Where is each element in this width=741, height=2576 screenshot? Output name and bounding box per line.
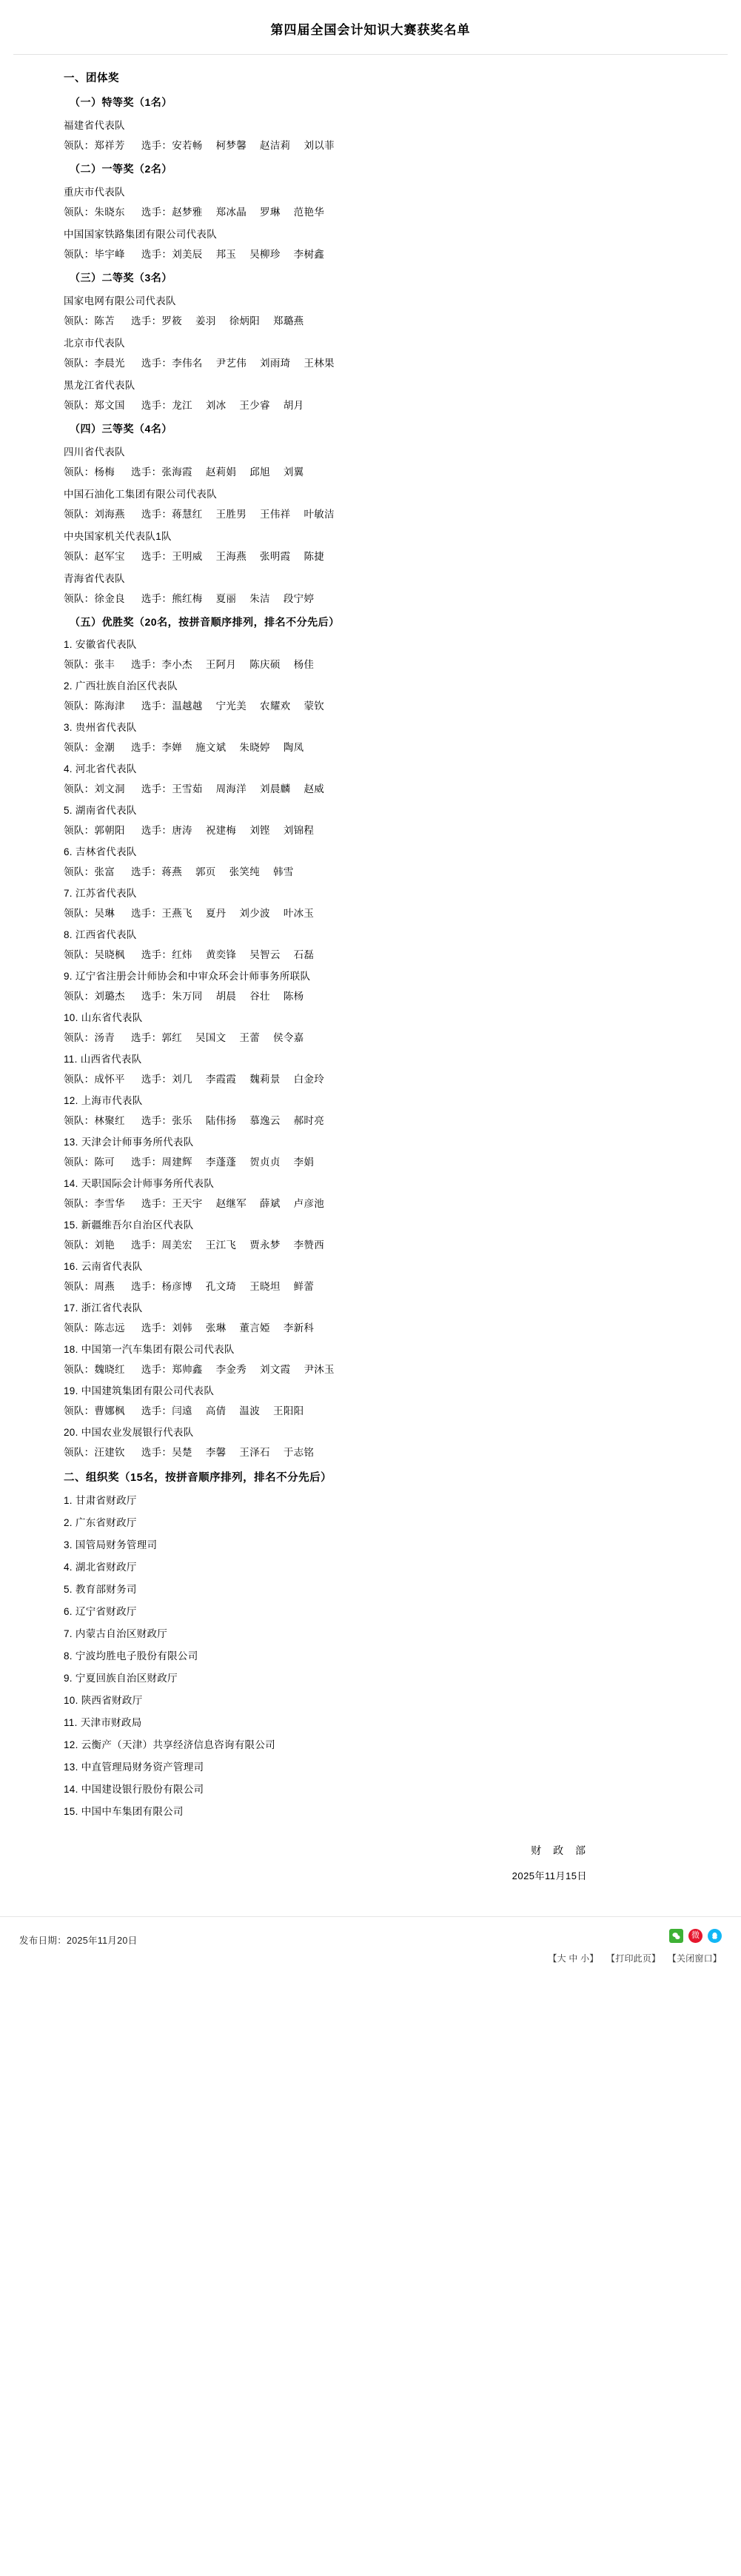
member: 郑璐燕 — [273, 315, 304, 327]
team-name: 黑龙江省代表队 — [64, 380, 135, 391]
team-members — [64, 1278, 677, 1293]
team-leader: 领队：林聚红 — [64, 1115, 125, 1126]
member: 选手：唐涛 — [141, 825, 192, 836]
member: 邱旭 — [249, 466, 270, 478]
list-item: 11. 天津市财政局 — [64, 1717, 142, 1728]
member: 施文斌 — [195, 742, 227, 753]
member: 选手：杨彦博 — [131, 1281, 192, 1292]
group-heading-1-2: （二）一等奖（2名） — [70, 163, 172, 175]
team-leader: 领队：陈可 — [64, 1157, 115, 1168]
member: 选手：龙江 — [141, 400, 192, 411]
member: 胡月 — [283, 400, 304, 411]
team-members — [64, 355, 677, 369]
member: 选手：李小杰 — [131, 659, 192, 670]
list-item: 4. 湖北省财政厅 — [64, 1562, 137, 1573]
member: 段宁婷 — [283, 593, 315, 604]
team-leader: 领队：赵军宝 — [64, 551, 125, 562]
team-members — [64, 137, 677, 152]
team-members — [64, 1444, 677, 1459]
team-name: 10. 山东省代表队 — [64, 1012, 143, 1023]
member: 王伟祥 — [260, 509, 291, 520]
member: 选手：郭红 — [131, 1032, 182, 1043]
team-name: 9. 辽宁省注册会计师协会和中审众环会计师事务所联队 — [64, 971, 311, 982]
team-name: 中国国家铁路集团有限公司代表队 — [64, 229, 217, 240]
group-heading-1-3: （三）二等奖（3名） — [70, 272, 172, 284]
group-heading-1-4: （四）三等奖（4名） — [70, 423, 172, 435]
team-name: 4. 河北省代表队 — [64, 763, 137, 775]
member: 王阿月 — [205, 659, 237, 670]
wechat-share-icon[interactable] — [669, 1929, 683, 1943]
team-leader: 领队：郑文国 — [64, 400, 125, 411]
team-members — [64, 988, 677, 1003]
team-leader: 领队：杨梅 — [64, 466, 115, 478]
member: 鲜蕾 — [293, 1281, 315, 1292]
list-item: 15. 中国中车集团有限公司 — [64, 1806, 184, 1817]
member: 刘以菲 — [304, 140, 335, 151]
member: 吴柳珍 — [249, 249, 281, 260]
member: 温波 — [239, 1405, 261, 1416]
member: 选手：张海霞 — [131, 466, 192, 478]
member: 叶冰玉 — [283, 908, 315, 919]
member: 吴国文 — [195, 1032, 227, 1043]
close-window-button[interactable]: 【关闭窗口】 — [667, 1953, 722, 1964]
member: 韩雪 — [273, 866, 294, 877]
member: 选手：蒋慧红 — [141, 509, 203, 520]
member: 选手：熊红梅 — [141, 593, 203, 604]
team-leader: 领队：吴晓枫 — [64, 949, 125, 960]
group-heading-1-1: （一）特等奖（1名） — [70, 96, 172, 108]
team-leader: 领队：成怀平 — [64, 1074, 125, 1085]
team-leader: 领队：周燕 — [64, 1281, 115, 1292]
team-members — [64, 1154, 677, 1168]
team-name: 12. 上海市代表队 — [64, 1095, 143, 1106]
footer-actions — [543, 1929, 722, 1964]
section-heading-1: 一、团体奖 — [64, 73, 119, 84]
team-members — [64, 739, 677, 754]
team-leader: 领队：刘艳 — [64, 1240, 115, 1251]
team-members — [64, 1195, 677, 1210]
team-name: 18. 中国第一汽车集团有限公司代表队 — [64, 1344, 235, 1355]
team-leader: 领队：郭朝阳 — [64, 825, 125, 836]
team-members — [64, 548, 677, 563]
member: 王泽石 — [239, 1447, 270, 1458]
team-name: 福建省代表队 — [64, 120, 125, 131]
section-heading-2: 二、组织奖（15名，按拼音顺序排列，排名不分先后） — [64, 1472, 332, 1484]
team-name: 17. 浙江省代表队 — [64, 1302, 143, 1314]
member: 李霞霞 — [205, 1074, 237, 1085]
member: 尹沐玉 — [304, 1364, 335, 1375]
team-leader: 领队：刘海燕 — [64, 509, 125, 520]
team-members — [64, 1071, 677, 1085]
member: 选手：周美宏 — [131, 1240, 192, 1251]
team-members — [64, 1237, 677, 1251]
list-item: 10. 陕西省财政厅 — [64, 1695, 143, 1706]
member: 李金秀 — [215, 1364, 247, 1375]
team-name: 15. 新疆维吾尔自治区代表队 — [64, 1220, 194, 1231]
list-item: 14. 中国建设银行股份有限公司 — [64, 1784, 204, 1795]
member: 选手：温越越 — [141, 700, 203, 712]
list-item: 9. 宁夏回族自治区财政厅 — [64, 1673, 178, 1684]
member: 选手：张乐 — [141, 1115, 192, 1126]
team-members — [64, 1361, 677, 1376]
member: 农耀欢 — [260, 700, 291, 712]
member: 郭页 — [195, 866, 216, 877]
issue-date: 2025年11月15日 — [512, 1870, 587, 1881]
member: 选手：李伟名 — [141, 358, 203, 369]
member: 刘晨麟 — [260, 783, 291, 794]
team-leader: 领队：汤青 — [64, 1032, 115, 1043]
member: 刘锦程 — [283, 825, 315, 836]
team-members — [64, 946, 677, 961]
member: 张明霞 — [260, 551, 291, 562]
team-leader: 领队：陈苫 — [64, 315, 115, 327]
member: 王蕾 — [239, 1032, 261, 1043]
member: 孔文琦 — [205, 1281, 237, 1292]
team-name: 11. 山西省代表队 — [64, 1054, 142, 1065]
member: 选手：郑帅鑫 — [141, 1364, 203, 1375]
footer-tools — [543, 1952, 722, 1964]
member: 谷壮 — [249, 991, 270, 1002]
team-members — [64, 312, 677, 327]
team-members — [64, 1319, 677, 1334]
team-name: 14. 天职国际会计师事务所代表队 — [64, 1178, 215, 1189]
member: 选手：刘几 — [141, 1074, 192, 1085]
member: 赵洁莉 — [260, 140, 291, 151]
team-name: 国家电网有限公司代表队 — [64, 295, 176, 307]
team-name: 13. 天津会计师事务所代表队 — [64, 1137, 194, 1148]
team-leader: 领队：张丰 — [64, 659, 115, 670]
member: 刘冰 — [205, 400, 227, 411]
team-name: 重庆市代表队 — [64, 187, 125, 198]
document-body — [0, 55, 741, 1882]
member: 王少睿 — [239, 400, 270, 411]
team-members — [64, 822, 677, 837]
team-name: 7. 江苏省代表队 — [64, 888, 137, 899]
member: 张笑纯 — [229, 866, 261, 877]
page-footer — [0, 1916, 741, 1981]
team-leader: 领队：郑祥芳 — [64, 140, 125, 151]
member: 郝时亮 — [293, 1115, 325, 1126]
signature-block — [64, 1843, 677, 1882]
team-members — [64, 656, 677, 671]
member: 选手：吴楚 — [141, 1447, 192, 1458]
page-title: 第四届全国会计知识大赛获奖名单 — [270, 23, 471, 37]
member: 选手：王天宇 — [141, 1198, 203, 1209]
member: 朱晓婷 — [239, 742, 270, 753]
member: 选手：红炜 — [141, 949, 192, 960]
member: 周海洋 — [215, 783, 247, 794]
list-item: 5. 教育部财务司 — [64, 1584, 137, 1595]
team-name: 16. 云南省代表队 — [64, 1261, 143, 1272]
team-name: 四川省代表队 — [64, 446, 125, 458]
member: 刘少波 — [239, 908, 270, 919]
list-item: 13. 中直管理局财务资产管理司 — [64, 1762, 204, 1773]
list-item: 8. 宁波均胜电子股份有限公司 — [64, 1650, 198, 1662]
member: 选手：闫遠 — [141, 1405, 192, 1416]
member: 宁光美 — [215, 700, 247, 712]
member: 陈庆硕 — [249, 659, 281, 670]
member: 陆伟扬 — [205, 1115, 237, 1126]
member: 侯令嘉 — [273, 1032, 304, 1043]
member: 贺贞贞 — [249, 1157, 281, 1168]
team-leader: 领队：朱晓东 — [64, 207, 125, 218]
member: 王胜男 — [215, 509, 247, 520]
member: 选手：王明威 — [141, 551, 203, 562]
member: 范艳华 — [293, 207, 325, 218]
team-members — [64, 397, 677, 412]
member: 刘铿 — [249, 825, 270, 836]
member: 罗琳 — [260, 207, 281, 218]
member: 赵继军 — [215, 1198, 247, 1209]
team-members — [64, 590, 677, 605]
team-leader: 领队：陈海津 — [64, 700, 125, 712]
team-leader: 领队：曹娜枫 — [64, 1405, 125, 1416]
team-name: 1. 安徽省代表队 — [64, 639, 137, 650]
member: 徐炳阳 — [229, 315, 261, 327]
member: 选手：赵梦雅 — [141, 207, 203, 218]
team-members — [64, 697, 677, 712]
member: 郑冰晶 — [215, 207, 247, 218]
member: 杨佳 — [293, 659, 315, 670]
member: 董言婭 — [239, 1322, 270, 1334]
team-members — [64, 863, 677, 878]
member: 陶凤 — [283, 742, 304, 753]
team-leader: 领队：汪建钦 — [64, 1447, 125, 1458]
member: 刘翼 — [283, 466, 304, 478]
member: 选手：刘美辰 — [141, 249, 203, 260]
member: 蒙钦 — [304, 700, 325, 712]
member: 选手：王雪茹 — [141, 783, 203, 794]
team-leader: 领队：刘璐杰 — [64, 991, 125, 1002]
member: 陈捷 — [304, 551, 325, 562]
team-leader: 领队：毕宇峰 — [64, 249, 125, 260]
member: 王江飞 — [205, 1240, 237, 1251]
member: 选手：周建辉 — [131, 1157, 192, 1168]
member: 李娟 — [293, 1157, 315, 1168]
member: 选手：罗筱 — [131, 315, 182, 327]
share-bar — [669, 1929, 722, 1943]
list-item: 2. 广东省财政厅 — [64, 1517, 137, 1528]
team-members — [64, 1402, 677, 1417]
team-name: 青海省代表队 — [64, 573, 125, 584]
team-members — [64, 780, 677, 795]
member: 赵威 — [304, 783, 325, 794]
team-leader: 领队：魏晓红 — [64, 1364, 125, 1375]
member: 朱洁 — [249, 593, 270, 604]
team-name: 19. 中国建筑集团有限公司代表队 — [64, 1385, 215, 1396]
member: 选手：刘韩 — [141, 1322, 192, 1334]
member: 陈杨 — [283, 991, 304, 1002]
team-leader: 领队：李晨光 — [64, 358, 125, 369]
team-members — [64, 204, 677, 218]
member: 白金玲 — [293, 1074, 325, 1085]
team-leader: 领队：刘文洞 — [64, 783, 125, 794]
team-members — [64, 1029, 677, 1044]
member: 王晓坦 — [249, 1281, 281, 1292]
member: 赵莉娟 — [205, 466, 237, 478]
member: 石磊 — [293, 949, 315, 960]
member: 选手：蒋燕 — [131, 866, 182, 877]
issuing-organization: 财 政 部 — [531, 1844, 590, 1856]
member: 夏丽 — [215, 593, 237, 604]
member: 李蓬蓬 — [205, 1157, 237, 1168]
list-item: 6. 辽宁省财政厅 — [64, 1606, 137, 1617]
member: 夏丹 — [205, 908, 227, 919]
member: 王海燕 — [215, 551, 247, 562]
member: 姜羽 — [195, 315, 216, 327]
qq-share-icon[interactable] — [708, 1929, 722, 1943]
member: 祝建梅 — [205, 825, 237, 836]
member: 叶敏洁 — [304, 509, 335, 520]
team-members — [64, 464, 677, 478]
member: 吴智云 — [249, 949, 281, 960]
team-members — [64, 1112, 677, 1127]
font-size-control[interactable] — [547, 1953, 599, 1964]
member: 李树鑫 — [293, 249, 325, 260]
member: 黄奕锋 — [205, 949, 237, 960]
team-name: 2. 广西壮族自治区代表队 — [64, 680, 178, 692]
member: 于志铭 — [283, 1447, 315, 1458]
member: 胡晨 — [215, 991, 237, 1002]
team-leader: 领队：李雪华 — [64, 1198, 125, 1209]
member: 贾永梦 — [249, 1240, 281, 1251]
font-size-label[interactable]: 【大 中 小】 — [548, 1953, 599, 1964]
member: 选手：王燕飞 — [131, 908, 192, 919]
member: 刘雨琦 — [260, 358, 291, 369]
team-members — [64, 506, 677, 521]
member: 邦玉 — [215, 249, 237, 260]
group-heading-1-5: （五）优胜奖（20名，按拼音顺序排列，排名不分先后） — [70, 616, 340, 628]
list-item: 3. 国管局财务管理司 — [64, 1539, 158, 1550]
team-leader: 领队：吴琳 — [64, 908, 115, 919]
team-name: 北京市代表队 — [64, 338, 125, 349]
team-leader: 领队：金潮 — [64, 742, 115, 753]
member: 魏莉景 — [249, 1074, 281, 1085]
print-button[interactable]: 【打印此页】 — [606, 1953, 661, 1964]
team-members — [64, 905, 677, 920]
member: 选手：安若畅 — [141, 140, 203, 151]
list-item: 7. 内蒙古自治区财政厅 — [64, 1628, 168, 1639]
member: 王阳阳 — [273, 1405, 304, 1416]
team-name: 3. 贵州省代表队 — [64, 722, 137, 733]
member: 王林果 — [304, 358, 335, 369]
member: 刘文霞 — [260, 1364, 291, 1375]
list-item: 1. 甘肃省财政厅 — [64, 1495, 137, 1506]
member: 薛斌 — [260, 1198, 281, 1209]
member: 选手：李婵 — [131, 742, 182, 753]
member: 选手：朱万同 — [141, 991, 203, 1002]
member: 李赞西 — [293, 1240, 325, 1251]
member: 李馨 — [205, 1447, 227, 1458]
team-leader: 领队：陈志远 — [64, 1322, 125, 1334]
team-name: 6. 吉林省代表队 — [64, 846, 137, 857]
team-name: 中央国家机关代表队1队 — [64, 531, 172, 542]
team-name: 中国石油化工集团有限公司代表队 — [64, 489, 217, 500]
member: 慕逸云 — [249, 1115, 281, 1126]
team-name: 8. 江西省代表队 — [64, 929, 137, 940]
team-name: 20. 中国农业发展银行代表队 — [64, 1427, 194, 1438]
member: 尹艺伟 — [215, 358, 247, 369]
team-members — [64, 246, 677, 261]
team-leader: 领队：张富 — [64, 866, 115, 877]
member: 李新科 — [283, 1322, 315, 1334]
weibo-share-icon[interactable]: 微 — [688, 1929, 703, 1943]
member: 高倩 — [205, 1405, 227, 1416]
member: 卢彦池 — [293, 1198, 325, 1209]
team-leader: 领队：徐金良 — [64, 593, 125, 604]
member: 张琳 — [205, 1322, 227, 1334]
team-name: 5. 湖南省代表队 — [64, 805, 137, 816]
publish-date: 发布日期：2025年11月20日 — [19, 1936, 138, 1946]
list-item: 12. 云衡产（天津）共享经济信息咨询有限公司 — [64, 1739, 275, 1750]
member: 柯梦馨 — [215, 140, 247, 151]
